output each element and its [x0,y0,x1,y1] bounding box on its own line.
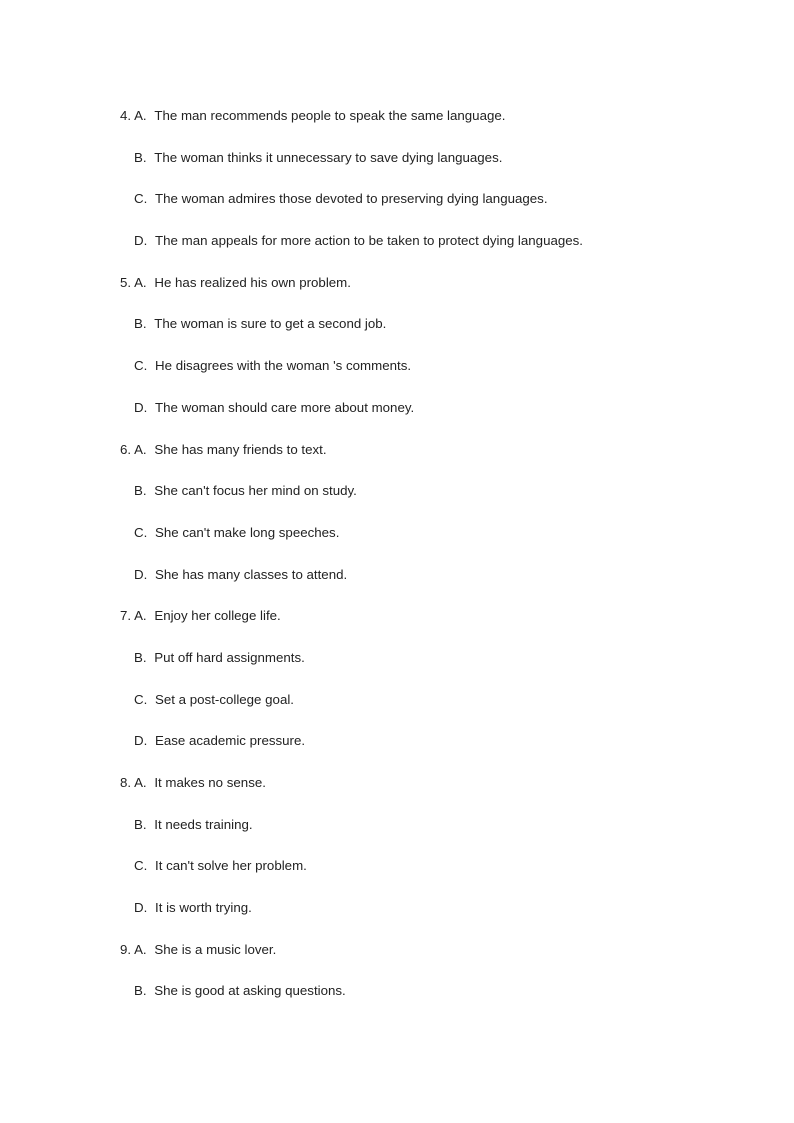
option-text: He has realized his own problem. [154,274,351,290]
option-text: The woman should care more about money. [155,399,415,415]
option-7b [120,649,740,691]
option-text: It makes no sense. [154,775,266,790]
question-number: 4. [120,108,132,123]
option-letter: D. [134,733,148,749]
option-7c [120,691,740,733]
question-5 [120,274,740,441]
option-letter: C. [134,191,148,207]
option-6d [120,566,740,608]
option-8a [120,774,740,816]
question-4 [120,107,740,274]
option-text: The man appeals for more action to be taken to protect dying languages. [155,233,583,249]
question-number: 9. [120,941,132,957]
option-4d [120,232,740,274]
option-5a [120,274,740,316]
option-letter: D. [134,233,148,249]
option-6b [120,482,740,524]
option-9b [120,982,740,1024]
option-text: It is worth trying. [155,900,252,916]
option-text: Ease academic pressure. [155,733,306,749]
option-5d [120,399,740,441]
option-text: She is a music lover. [154,941,277,957]
option-text: Set a post-college goal. [155,691,294,707]
option-6c [120,524,740,566]
option-4b [120,149,740,191]
option-text: She can't make long speeches. [155,524,340,540]
question-number: 8. [120,775,132,790]
option-5c [120,357,740,399]
option-letter: A. [134,941,147,957]
option-letter: A. [134,608,147,624]
option-4a [120,107,740,149]
option-7a [120,607,740,649]
option-text: The woman thinks it unnecessary to save dying languages. [154,149,503,165]
question-number: 7. [120,608,132,624]
option-text: The woman admires those devoted to preserving dying languages. [155,191,548,207]
option-letter: C. [134,691,148,707]
option-letter: A. [134,775,147,790]
option-6a [120,441,740,483]
option-text: Enjoy her college life. [154,608,281,624]
option-letter: B. [134,483,147,499]
question-8 [120,774,740,941]
option-7d [120,732,740,774]
option-4c [120,190,740,232]
option-text: It needs training. [154,816,253,832]
option-text: Put off hard assignments. [154,649,305,665]
option-8d [120,899,740,941]
option-letter: C. [134,358,148,374]
option-letter: B. [134,816,147,832]
option-letter: C. [134,858,148,874]
option-letter: B. [134,316,147,332]
option-text: The man recommends people to speak the same language. [154,108,506,123]
option-letter: A. [134,108,147,123]
question-list [120,107,740,1024]
option-letter: A. [134,274,147,290]
option-letter: D. [134,900,148,916]
option-text: He disagrees with the woman 's comments. [155,358,412,374]
option-text: She is good at asking questions. [154,983,346,999]
question-number: 6. [120,441,132,457]
option-8b [120,816,740,858]
question-number: 5. [120,274,132,290]
option-letter: A. [134,441,147,457]
option-letter: B. [134,983,147,999]
question-7 [120,607,740,774]
option-5b [120,315,740,357]
option-letter: B. [134,149,147,165]
option-text: The woman is sure to get a second job. [154,316,387,332]
option-letter: D. [134,566,148,582]
option-text: She can't focus her mind on study. [154,483,357,499]
option-9a [120,941,740,983]
option-8c [120,857,740,899]
option-text: She has many friends to text. [154,441,327,457]
question-6 [120,441,740,608]
option-letter: D. [134,399,148,415]
question-9 [120,941,740,1024]
option-letter: C. [134,524,148,540]
option-text: She has many classes to attend. [155,566,348,582]
option-letter: B. [134,649,147,665]
option-text: It can't solve her problem. [155,858,307,874]
